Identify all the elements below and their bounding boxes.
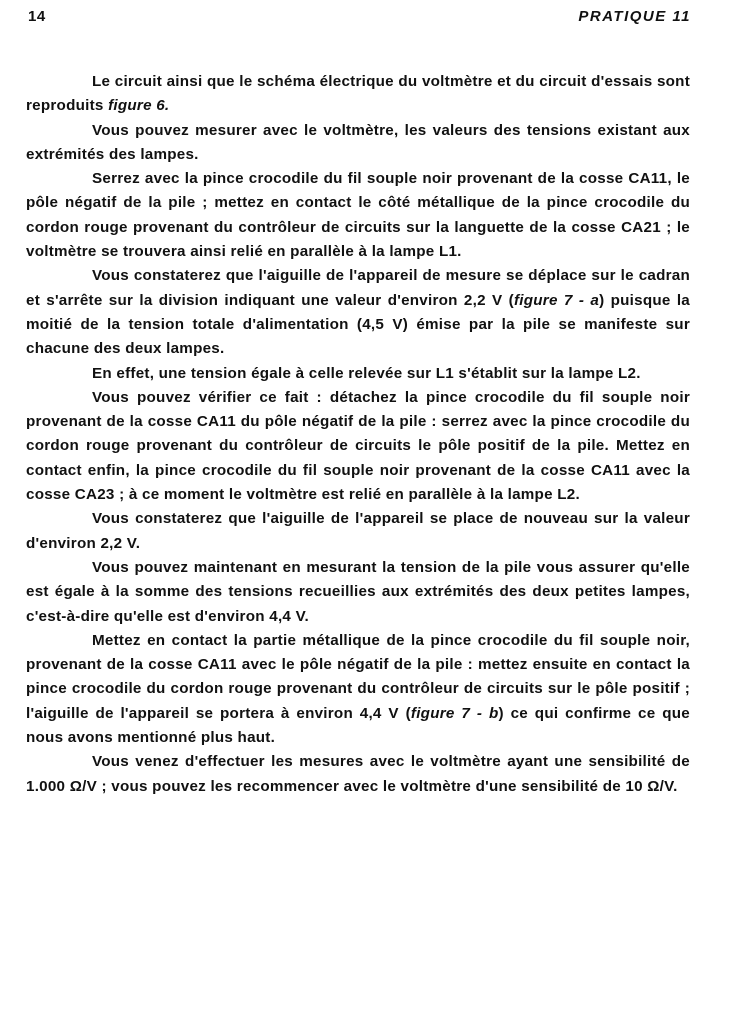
figure-reference: figure 6.	[108, 97, 170, 115]
paragraph	[26, 507, 690, 556]
text-run: Serrez avec la pince crocodile du fil souple noir provenant de la cosse CA11, le pôle négatif de la pile ; mettez en contact le côté métallique de la pince crocodile du cordon rouge provenant du contrôleur de circuits sur la languette de la cosse CA21 ; le voltmètre se trouvera ainsi relié en parallèle à la lampe L1.	[26, 170, 690, 261]
text-run: Vous pouvez vérifier ce fait : détachez la pince crocodile du fil souple noir provenant de la cosse CA11 du pôle négatif de la pile : serrez avec la pince crocodile du cordon rouge provenant du contrôleur de circuits le pôle positif de la pile. Mettez en contact enfin, la pince crocodile du fil souple noir provenant de la cosse CA11 avec la cosse CA23 ; à ce moment le voltmètre est relié en parallèle à la lampe L2.	[26, 388, 690, 504]
paragraph	[26, 119, 690, 168]
body-text	[26, 70, 690, 799]
paragraph	[26, 750, 690, 799]
figure-reference: figure 7 - a	[513, 291, 600, 309]
text-run: ) ce qui confirme ce que nous avons mentionné plus haut.	[26, 704, 690, 747]
figure-reference: figure 7 - b	[410, 704, 499, 722]
text-run: Vous constaterez que l'aiguille de l'appareil se place de nouveau sur la valeur d'environ 2,2 V.	[26, 510, 690, 552]
paragraph	[26, 629, 690, 750]
paragraph	[26, 167, 690, 264]
paragraph	[26, 264, 690, 361]
running-title: PRATIQUE 11	[578, 8, 691, 25]
text-run: Vous pouvez mesurer avec le voltmètre, les valeurs des tensions existant aux extrémités des lampes.	[26, 121, 690, 163]
paragraph	[26, 386, 690, 507]
text-run: ) puisque la moitié de la tension totale d'alimentation (4,5 V) émise par la pile se manifeste sur chacune des deux lampes.	[26, 291, 690, 358]
text-run: Vous venez d'effectuer les mesures avec le voltmètre ayant une sensibilité de 1.000 Ω/V ; vous pouvez les recommencer avec le voltmètre d'une sensibilité de 10 Ω/V.	[26, 753, 690, 795]
text-run: En effet, une tension égale à celle relevée sur L1 s'établit sur la lampe L2.	[92, 364, 641, 382]
page-header	[28, 8, 691, 30]
text-run: Vous pouvez maintenant en mesurant la tension de la pile vous assurer qu'elle est égale à la somme des tensions recueillies aux extrémités des deux petites lampes, c'est-à-dire qu'elle est d'environ 4,4 V.	[26, 558, 690, 625]
paragraph	[26, 70, 690, 119]
page-number: 14	[28, 8, 46, 25]
text-run: Le circuit ainsi que le schéma électrique du voltmètre et du circuit d'essais sont reproduits	[26, 73, 690, 115]
text-run: Vous constaterez que l'aiguille de l'appareil de mesure se déplace sur le cadran et s'arrête sur la division indiquant une valeur d'environ 2,2 V (	[26, 267, 690, 309]
text-run: Mettez en contact la partie métallique de la pince crocodile du fil souple noir, provenant de la cosse CA11 avec le pôle négatif de la pile : mettez ensuite en contact la pince crocodile du cordon rouge provenant du contrôleur de circuits sur le pôle positif ; l'aiguille de l'appareil se portera à environ 4,4 V (	[26, 631, 690, 722]
paragraph	[26, 362, 690, 386]
paragraph	[26, 556, 690, 629]
